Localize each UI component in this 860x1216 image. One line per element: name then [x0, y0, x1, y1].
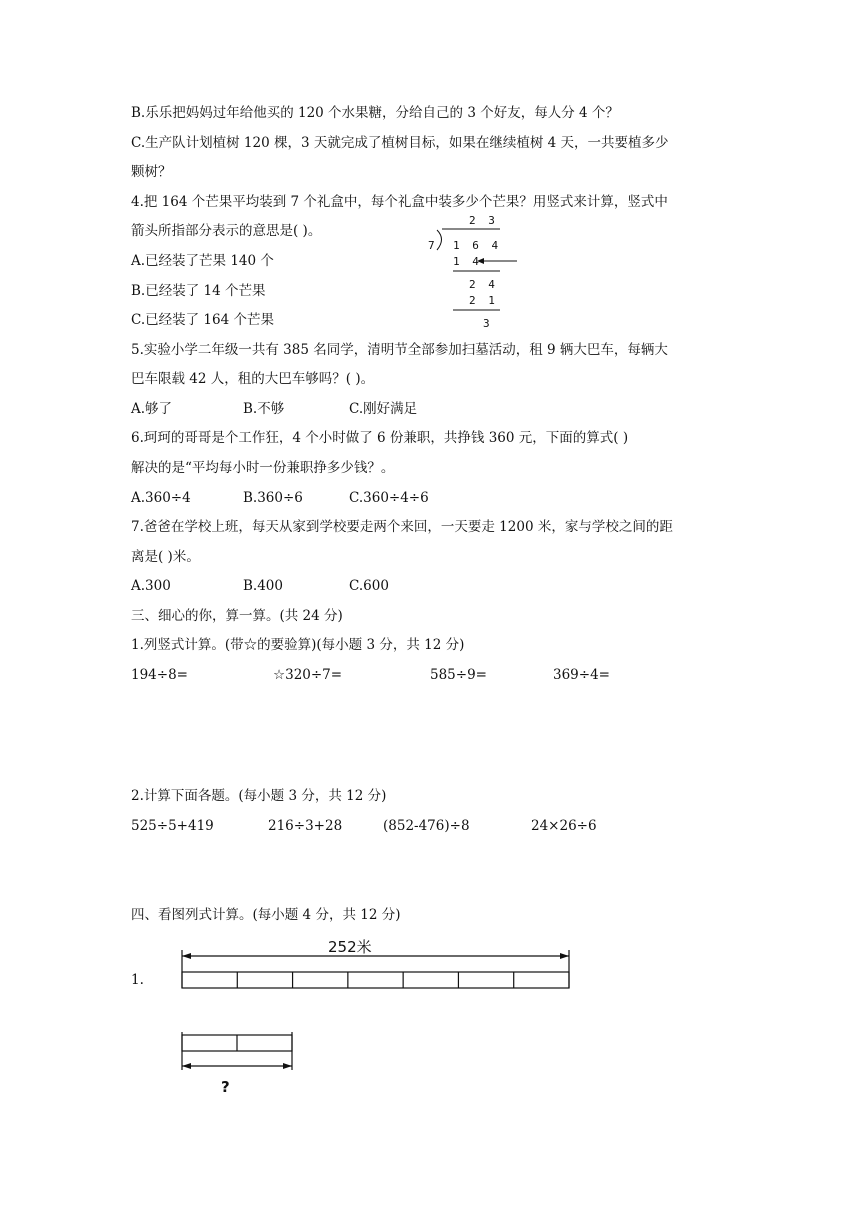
q5-stem-line1: 5.实验小学二年级一共有 385 名同学，清明节全部参加扫墓活动，租 9 辆大巴车，每辆大 [131, 342, 668, 358]
q6-option-a: A.360÷4 [131, 490, 191, 506]
q3-option-c-line2: 颗树？ [131, 164, 172, 180]
calc2-item-1: 525÷5+419 [131, 818, 214, 834]
q3-option-b: B.乐乐把妈妈过年给他买的 120 个水果糖，分给自己的 3 个好友，每人分 4 个？ [131, 105, 619, 121]
q4-stem-line1: 4.把 164 个芒果平均装到 7 个礼盒中，每个礼盒中装多少个芒果？用竖式来计算，竖式中 [131, 194, 668, 210]
total-arrow-right-head-icon [560, 953, 569, 959]
bottom-arrow-right-head-icon [283, 1063, 292, 1069]
q5-stem-line2: 巴车限载 42 人，租的大巴车够吗？( )。 [131, 371, 375, 387]
calc1-item-3: 585÷9= [430, 667, 487, 683]
q6-option-c: C.360÷4÷6 [349, 490, 429, 506]
line-segment-diagram [175, 938, 575, 1098]
q3-option-c-line1: C.生产队计划植树 120 棵，3 天就完成了植树目标，如果在继续植树 4 天，一共要植多少 [131, 135, 669, 151]
bottom-arrow-left-head-icon [182, 1063, 191, 1069]
calc1-item-2: ☆320÷7= [273, 667, 343, 683]
calc1-item-4: 369÷4= [553, 667, 610, 683]
q7-option-a: A.300 [131, 578, 171, 594]
total-arrow-left-head-icon [182, 953, 191, 959]
calc2-item-3: (852-476)÷8 [383, 818, 470, 834]
total-length-label: 252米 [328, 938, 372, 956]
q4-option-b: B.已经装了 14 个芒果 [131, 283, 266, 299]
ld-divisor: 7 [428, 239, 438, 252]
q6-stem-line2: 解决的是“平均每小时一份兼职挣多少钱？。 [131, 460, 395, 476]
ld-step1: 1 4 [453, 255, 482, 268]
ld-step3: 2 1 [469, 294, 498, 307]
calc1-item-1: 194÷8= [131, 667, 188, 683]
section3-part1-title: 1.列竖式计算。(带☆的要验算)(每小题 3 分，共 12 分) [131, 637, 465, 653]
diagram-lines [175, 938, 575, 1098]
q7-option-c: C.600 [349, 578, 389, 594]
q7-stem-line1: 7.爸爸在学校上班，每天从家到学校要走两个来回，一天要走 1200 米，家与学校之间的距 [131, 519, 673, 535]
q6-stem-line1: 6.珂珂的哥哥是个工作狂，4 个小时做了 6 份兼职，共挣钱 360 元，下面的算式( ) [131, 430, 629, 446]
q6-option-b: B.360÷6 [243, 490, 303, 506]
q4-option-a: A.已经装了芒果 140 个 [131, 253, 274, 269]
q5-option-a: A.够了 [131, 401, 173, 417]
section4-title: 四、看图列式计算。(每小题 4 分，共 12 分) [131, 907, 401, 923]
section3-title: 三、细心的你，算一算。(共 24 分) [131, 608, 343, 624]
ld-dividend: 1 6 4 [453, 239, 502, 252]
q4-stem-line2: 箭头所指部分表示的意思是( )。 [131, 223, 322, 239]
section3-part2-title: 2.计算下面各题。(每小题 3 分，共 12 分) [131, 788, 387, 804]
q5-option-b: B.不够 [243, 401, 285, 417]
ld-remainder: 3 [483, 317, 493, 330]
top-bar [182, 972, 569, 988]
section4-item-number: 1. [131, 972, 144, 988]
q4-option-c: C.已经装了 164 个芒果 [131, 312, 274, 328]
ld-step2: 2 4 [469, 278, 498, 291]
q7-option-b: B.400 [243, 578, 283, 594]
ld-lines [420, 210, 530, 335]
q7-stem-line2: 离是( )米。 [131, 549, 200, 565]
long-division-figure [420, 210, 530, 335]
q5-option-c: C.刚好满足 [349, 401, 418, 417]
ld-quotient: 2 3 [469, 214, 498, 227]
calc2-item-2: 216÷3+28 [268, 818, 343, 834]
question-mark-label: ? [221, 1078, 230, 1096]
calc2-item-4: 24×26÷6 [531, 818, 597, 834]
